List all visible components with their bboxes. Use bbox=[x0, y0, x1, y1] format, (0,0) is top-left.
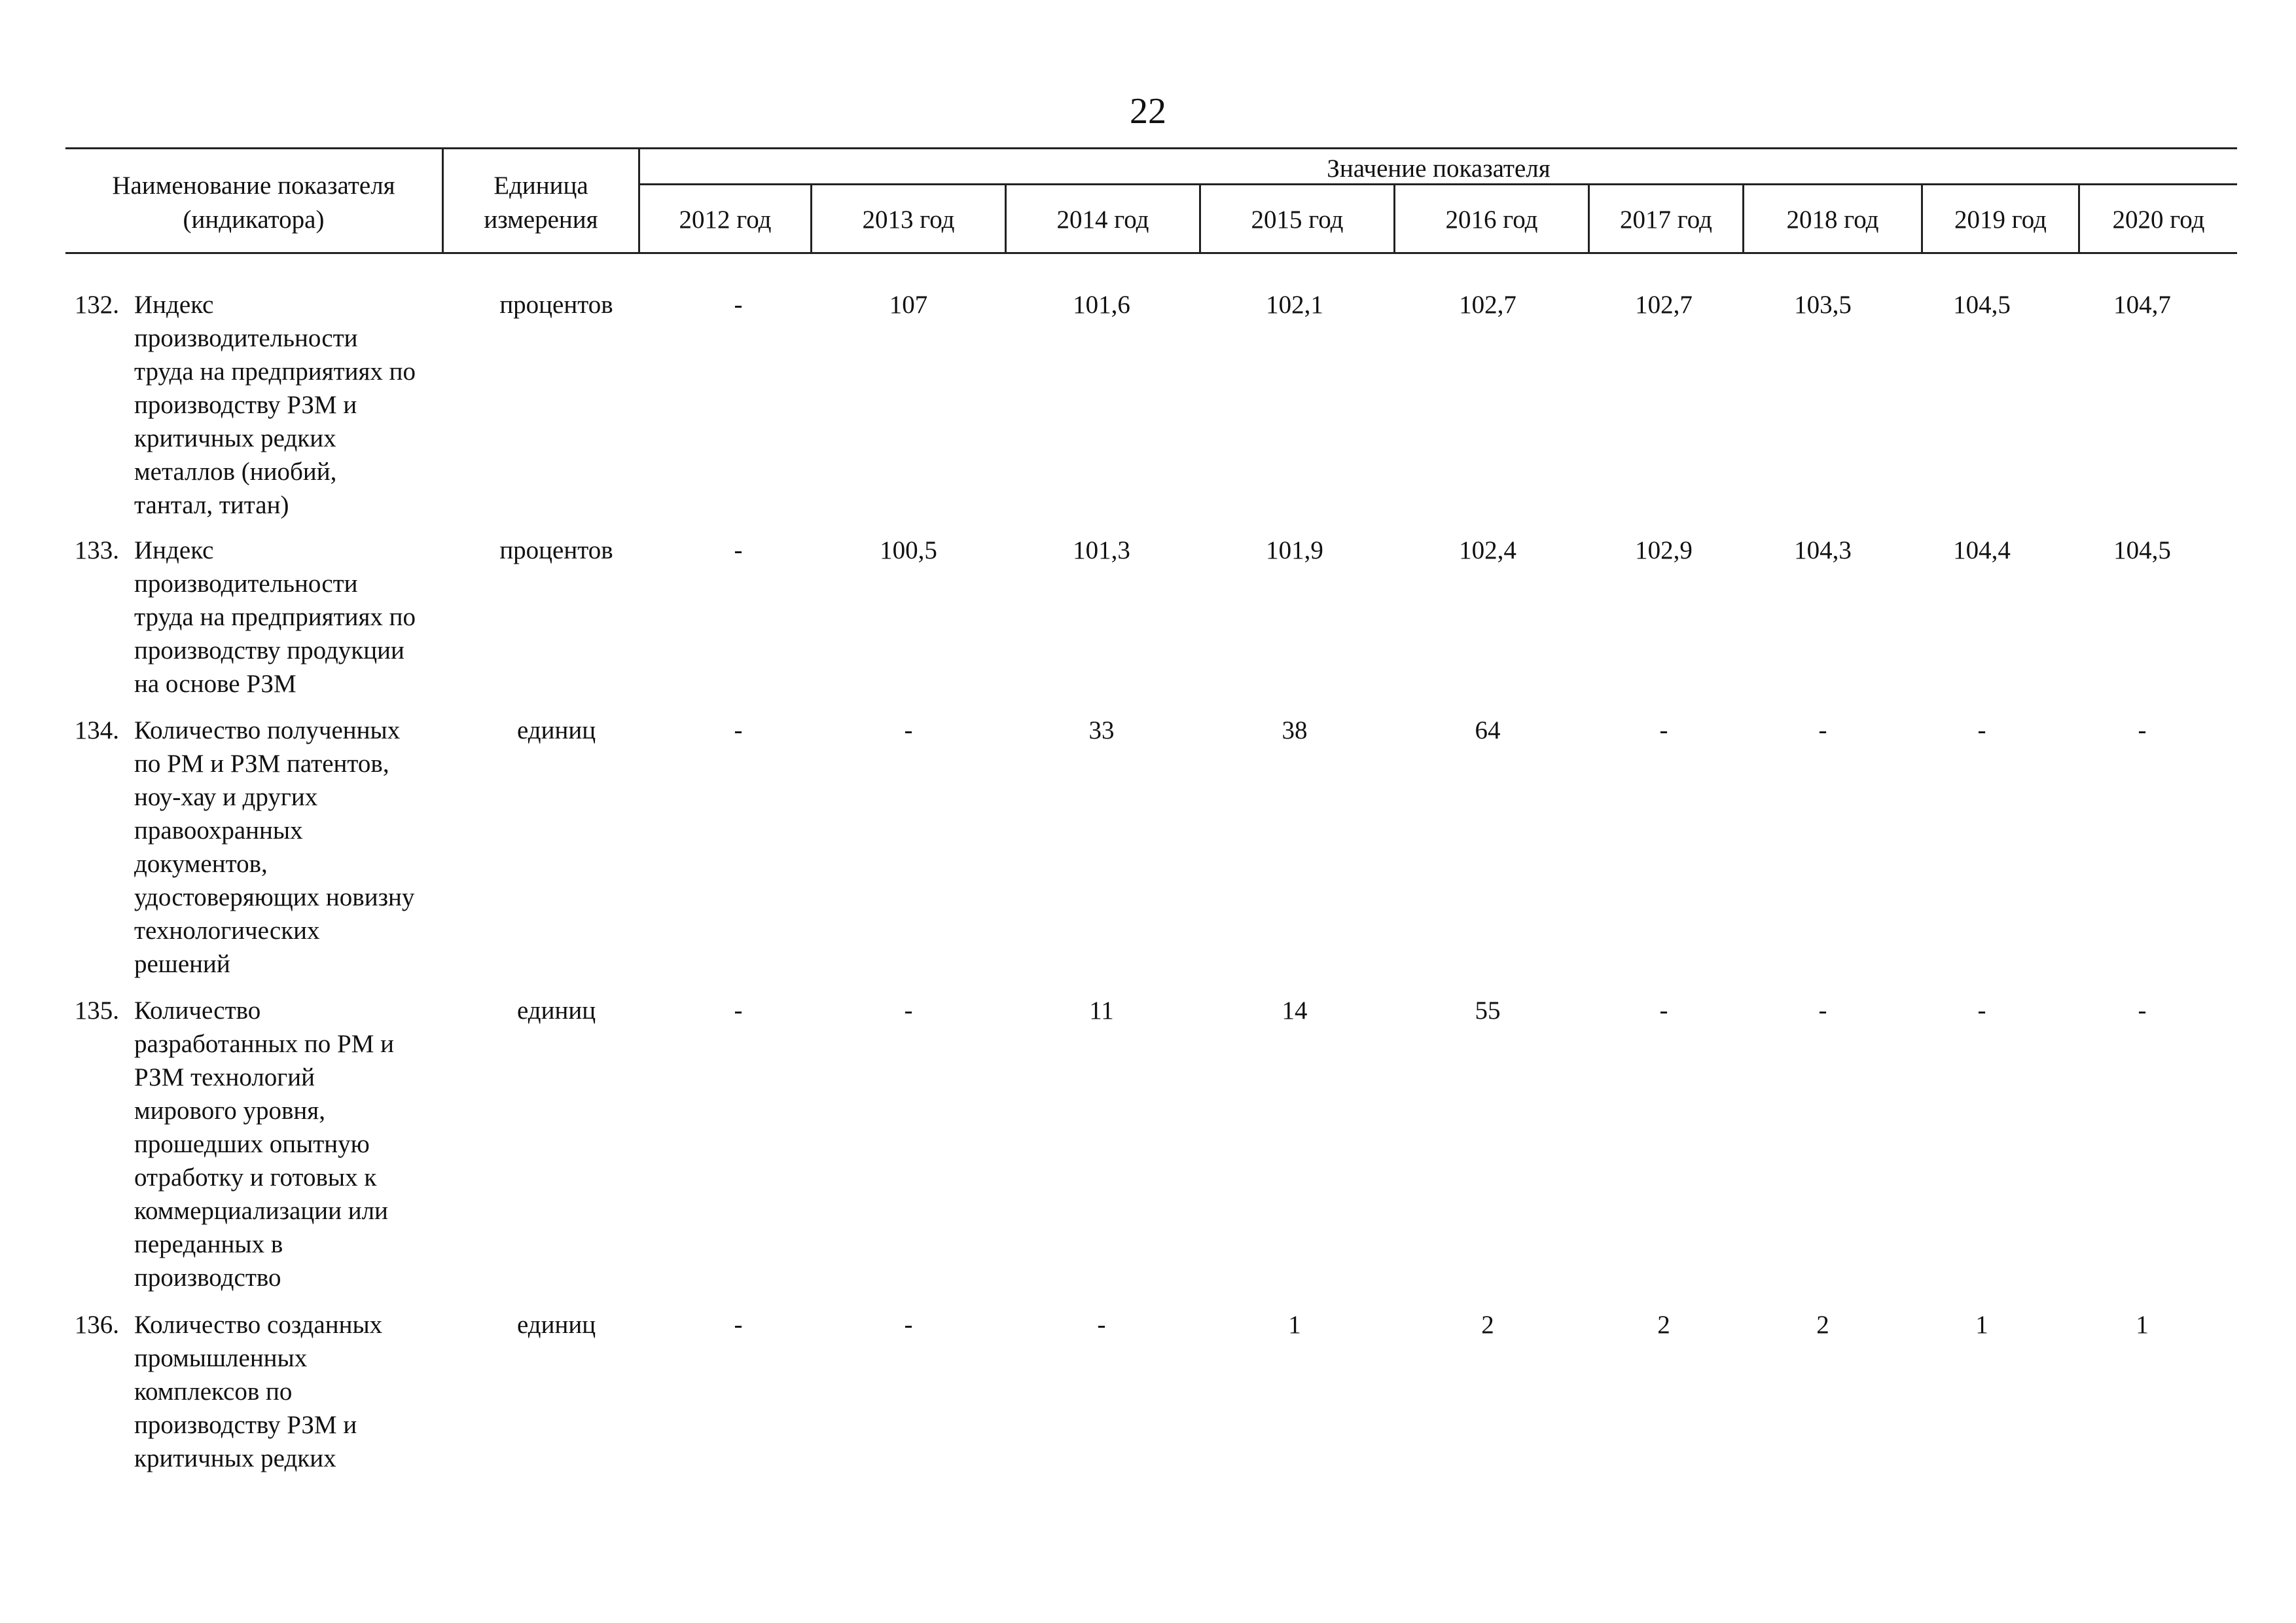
indicator-name-line: критичных редких bbox=[134, 1444, 336, 1472]
value-2020: - bbox=[2138, 716, 2147, 744]
value-2017: 2 bbox=[1657, 1311, 1670, 1339]
value-2016: 55 bbox=[1475, 996, 1501, 1025]
header-year-2012: 2012 год bbox=[679, 206, 772, 234]
indicator-name-line: коммерциализации или bbox=[134, 1197, 388, 1225]
header-year-2014: 2014 год bbox=[1056, 206, 1149, 234]
value-2012: - bbox=[734, 716, 743, 744]
header-year-2013: 2013 год bbox=[862, 206, 955, 234]
header-name-line1: Наименование показателя bbox=[112, 172, 395, 200]
indicator-name-line: документов, bbox=[134, 850, 268, 878]
indicator-name-line: комплексов по bbox=[134, 1377, 293, 1406]
indicator-name-line: производству РЗМ и bbox=[134, 1411, 357, 1439]
value-2019: 104,5 bbox=[1953, 291, 2011, 319]
row-unit: процентов bbox=[499, 536, 613, 564]
row-number: 133. bbox=[74, 536, 119, 564]
indicator-name-line: на основе РЗМ bbox=[134, 670, 296, 698]
header-values-group: Значение показателя bbox=[1327, 155, 1551, 183]
indicator-name-line: Индекс bbox=[134, 536, 214, 564]
indicator-name-line: Количество полученных bbox=[134, 716, 401, 744]
row-unit: процентов bbox=[499, 291, 613, 319]
header-year-2019: 2019 год bbox=[1954, 206, 2047, 234]
value-2016: 64 bbox=[1475, 716, 1501, 744]
value-2013: - bbox=[904, 996, 913, 1025]
value-2013: 107 bbox=[889, 291, 928, 319]
value-2015: 101,9 bbox=[1266, 536, 1323, 564]
header-unit-col bbox=[444, 169, 638, 237]
indicator-name-line: производительности bbox=[134, 570, 358, 598]
value-2018: - bbox=[1818, 716, 1827, 744]
indicator-name-line: труда на предприятиях по bbox=[134, 357, 416, 386]
value-2019: - bbox=[1977, 996, 1986, 1025]
row-unit: единиц bbox=[516, 716, 596, 744]
indicator-name-line: мирового уровня, bbox=[134, 1097, 325, 1125]
value-2014: 101,6 bbox=[1073, 291, 1130, 319]
indicator-name-line: производительности bbox=[134, 324, 358, 352]
indicator-name-line: труда на предприятиях по bbox=[134, 603, 416, 631]
value-2013: 100,5 bbox=[880, 536, 937, 564]
indicator-name-line: производству продукции bbox=[134, 636, 404, 665]
header-year-2015: 2015 год bbox=[1251, 206, 1344, 234]
header-unit-line2: измерения bbox=[484, 206, 598, 234]
indicator-name-line: производство bbox=[134, 1264, 281, 1292]
indicator-name-line: ноу-хау и других bbox=[134, 783, 318, 811]
indicator-name-line: производству РЗМ и bbox=[134, 391, 357, 419]
row-number: 136. bbox=[74, 1311, 119, 1339]
row-unit: единиц bbox=[516, 996, 596, 1025]
indicator-name-line: тантал, титан) bbox=[134, 491, 289, 519]
header-bottom-rule bbox=[65, 252, 2237, 254]
value-2016: 2 bbox=[1481, 1311, 1494, 1339]
value-2018: 2 bbox=[1816, 1311, 1829, 1339]
value-2018: 103,5 bbox=[1794, 291, 1852, 319]
header-year-2020: 2020 год bbox=[2112, 206, 2205, 234]
value-2012: - bbox=[734, 1311, 743, 1339]
indicator-name-line: РЗМ технологий bbox=[134, 1063, 315, 1091]
value-2012: - bbox=[734, 291, 743, 319]
value-2015: 38 bbox=[1282, 716, 1308, 744]
value-2019: 1 bbox=[1975, 1311, 1988, 1339]
indicator-name-line: удостоверяющих новизну bbox=[134, 883, 415, 911]
value-2013: - bbox=[904, 716, 913, 744]
value-2020: 1 bbox=[2136, 1311, 2149, 1339]
value-2012: - bbox=[734, 996, 743, 1025]
value-2014: 11 bbox=[1089, 996, 1114, 1025]
row-indicator-name bbox=[134, 714, 475, 981]
header-year-2018: 2018 год bbox=[1786, 206, 1879, 234]
indicator-name-line: металлов (ниобий, bbox=[134, 458, 337, 486]
value-2015: 1 bbox=[1288, 1311, 1301, 1339]
value-2020: 104,7 bbox=[2113, 291, 2171, 319]
value-2014: 33 bbox=[1088, 716, 1115, 744]
value-2019: 104,4 bbox=[1953, 536, 2011, 564]
row-number: 132. bbox=[74, 291, 119, 319]
value-2012: - bbox=[734, 536, 743, 564]
header-name-line2: (индикатора) bbox=[183, 206, 325, 234]
row-number: 134. bbox=[74, 716, 119, 744]
value-2020: 104,5 bbox=[2113, 536, 2171, 564]
header-top-rule bbox=[65, 147, 2237, 149]
value-2016: 102,7 bbox=[1459, 291, 1516, 319]
value-2019: - bbox=[1977, 716, 1986, 744]
row-indicator-name bbox=[134, 994, 475, 1294]
value-2017: - bbox=[1659, 996, 1668, 1025]
indicator-name-line: промышленных bbox=[134, 1344, 308, 1372]
value-2018: - bbox=[1818, 996, 1827, 1025]
indicator-name-line: разработанных по РМ и bbox=[134, 1030, 394, 1058]
value-2017: 102,7 bbox=[1635, 291, 1693, 319]
page-number: 22 bbox=[1130, 91, 1166, 132]
indicator-name-line: Индекс bbox=[134, 291, 214, 319]
indicator-name-line: решений bbox=[134, 950, 230, 978]
header-name-col bbox=[65, 169, 442, 237]
value-2018: 104,3 bbox=[1794, 536, 1852, 564]
indicator-name-line: прошедших опытную bbox=[134, 1130, 370, 1158]
indicator-name-line: переданных в bbox=[134, 1230, 283, 1258]
value-2014: - bbox=[1097, 1311, 1106, 1339]
value-2014: 101,3 bbox=[1073, 536, 1130, 564]
value-2017: - bbox=[1659, 716, 1668, 744]
value-2015: 14 bbox=[1282, 996, 1308, 1025]
indicator-name-line: Количество bbox=[134, 996, 261, 1025]
value-2020: - bbox=[2138, 996, 2147, 1025]
header-year-2017: 2017 год bbox=[1620, 206, 1712, 234]
indicator-name-line: Количество созданных bbox=[134, 1311, 383, 1339]
indicator-name-line: критичных редких bbox=[134, 424, 336, 452]
value-2013: - bbox=[904, 1311, 913, 1339]
indicator-name-line: технологических bbox=[134, 917, 320, 945]
row-unit: единиц bbox=[516, 1311, 596, 1339]
row-indicator-name bbox=[134, 288, 475, 522]
indicator-name-line: отработку и готовых к bbox=[134, 1163, 377, 1192]
row-indicator-name bbox=[134, 1308, 475, 1475]
value-2017: 102,9 bbox=[1635, 536, 1693, 564]
header-year-2016: 2016 год bbox=[1445, 206, 1538, 234]
value-2016: 102,4 bbox=[1459, 536, 1516, 564]
indicator-name-line: по РМ и РЗМ патентов, bbox=[134, 750, 389, 778]
row-indicator-name bbox=[134, 534, 475, 701]
header-unit-line1: Единица bbox=[493, 172, 588, 200]
row-number: 135. bbox=[74, 996, 119, 1025]
value-2015: 102,1 bbox=[1266, 291, 1323, 319]
indicator-name-line: правоохранных bbox=[134, 816, 303, 845]
